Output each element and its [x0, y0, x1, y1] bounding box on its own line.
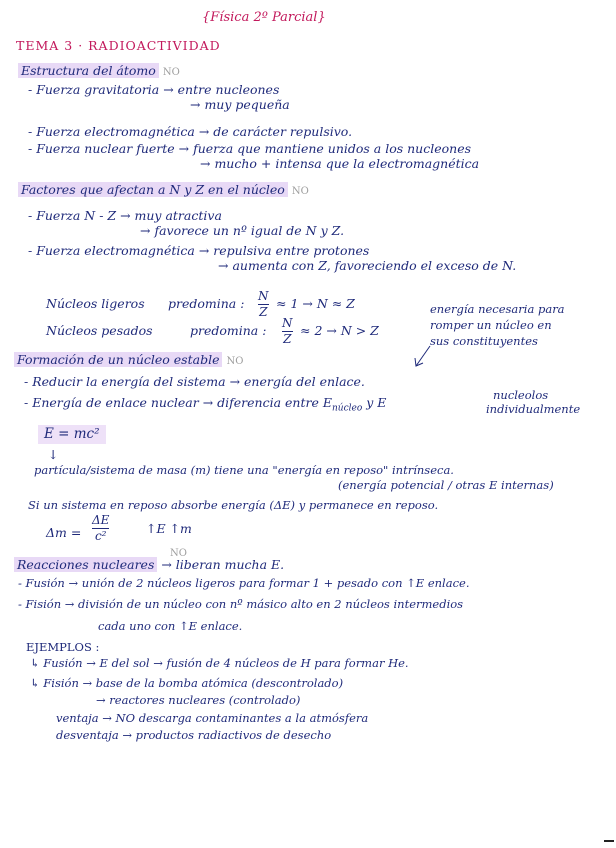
delta-m-consequence: ↑E ↑m [146, 521, 192, 536]
title-bracket-right: } [317, 10, 326, 25]
title-text: Física 2º Parcial [210, 10, 318, 25]
heading-text: Reacciones nucleares [14, 557, 157, 572]
delta-m-label: Δm = [46, 525, 82, 540]
no-mark: NO [226, 356, 244, 367]
equation-emc2: E = mc² [38, 425, 106, 444]
fraction-numerator: N [258, 289, 269, 303]
section-heading-factors [18, 182, 309, 199]
heading-text: Estructura del átomo [18, 63, 159, 78]
side-note-arrow [412, 344, 434, 370]
heading-text: Formación de un núcleo estable [14, 352, 222, 367]
note-line: - Reducir la energía del sistema → energía del enlace. [24, 374, 365, 389]
section-heading-formation [14, 352, 243, 369]
note-line: → muy pequeña [190, 97, 290, 112]
subscript: núcleo [331, 403, 363, 414]
note-line: - Fuerza N - Z → muy atractiva [28, 208, 222, 223]
note-line: - Fuerza nuclear fuerte → fuerza que mantiene unidos a los nucleones [28, 141, 472, 156]
no-mark: NO [291, 186, 309, 197]
no-mark: NO [162, 67, 180, 78]
fraction-numerator: ΔE [92, 513, 110, 527]
note-line: nucleolos [493, 388, 549, 402]
note-line: - Fisión → división de un núcleo con nº másico alto en 2 núcleos intermedios [18, 597, 464, 611]
example-line: → reactores nucleares (controlado) [96, 693, 301, 707]
corner-mark [604, 840, 614, 842]
page-title [202, 10, 326, 25]
predomina-label: predomina : [168, 296, 245, 311]
fraction-denominator: Z [283, 332, 292, 346]
down-arrow: ↓ [48, 447, 59, 462]
fraction-n-z [258, 290, 269, 319]
side-note: romper un núcleo en [430, 318, 552, 332]
note-line: → mucho + intensa que la electromagnética [200, 156, 480, 171]
note-line: - Fusión → unión de 2 núcleos ligeros para formar 1 + pesado con ↑E enlace. [18, 576, 470, 590]
topic-heading: TEMA 3 · RADIOACTIVIDAD [16, 38, 221, 53]
heading-text: Factores que afectan a N y Z en el núcleo [18, 182, 288, 197]
example-line: desventaja → productos radiactivos de desecho [56, 728, 332, 742]
fraction-delta-e-c2 [92, 514, 109, 543]
note-line: - Fuerza gravitatoria → entre nucleones [28, 82, 280, 97]
note-line: → favorece un nº igual de N y Z. [140, 223, 345, 238]
example-line: ↳ Fusión → E del sol → fusión de 4 núcleos de H para formar He. [30, 656, 409, 670]
note-line: Si un sistema en reposo absorbe energía (ΔE) y permanece en reposo. [28, 498, 439, 512]
no-mark-text: NO [170, 548, 187, 559]
fraction-denominator: Z [259, 305, 268, 319]
example-line: ↳ Fisión → base de la bomba atómica (descontrolado) [30, 676, 344, 690]
note-line: - Fuerza electromagnética → de carácter repulsivo. [28, 124, 353, 139]
note-line: (energía potencial / otras E internas) [338, 478, 554, 492]
predomina-label: predomina : [190, 323, 267, 338]
light-relation: ≈ 1 → N ≈ Z [276, 296, 355, 311]
side-note: sus constituyentes [430, 334, 538, 348]
examples-heading: EJEMPLOS : [26, 640, 100, 654]
note-line: cada uno con ↑E enlace. [98, 619, 243, 633]
side-note: energía necesaria para [430, 302, 565, 316]
fraction-numerator: N [282, 316, 293, 330]
heavy-relation: ≈ 2 → N > Z [300, 323, 379, 338]
section-heading-reactions [14, 557, 284, 572]
text: y E [362, 395, 387, 410]
fraction-denominator: c² [94, 529, 107, 543]
section-heading-atom [18, 63, 180, 80]
note-line: - Fuerza electromagnética → repulsiva entre protones [28, 243, 370, 258]
heavy-nuclei-label: Núcleos pesados [46, 323, 153, 338]
note-line: partícula/sistema de masa (m) tiene una "energía en reposo" intrínseca. [34, 463, 454, 477]
title-bracket-left: { [202, 10, 211, 25]
note-line: individualmente [486, 402, 581, 416]
note-line-binding-energy [24, 395, 386, 417]
example-line: ventaja → NO descarga contaminantes a la atmósfera [56, 711, 369, 725]
light-nuclei-label: Núcleos ligeros [46, 296, 145, 311]
text: - Energía de enlace nuclear → diferencia entre E [24, 395, 332, 410]
fraction-n-z [282, 317, 293, 346]
heading-rest: → liberan mucha E. [157, 557, 285, 572]
note-line: → aumenta con Z, favoreciendo el exceso de N. [218, 258, 517, 273]
